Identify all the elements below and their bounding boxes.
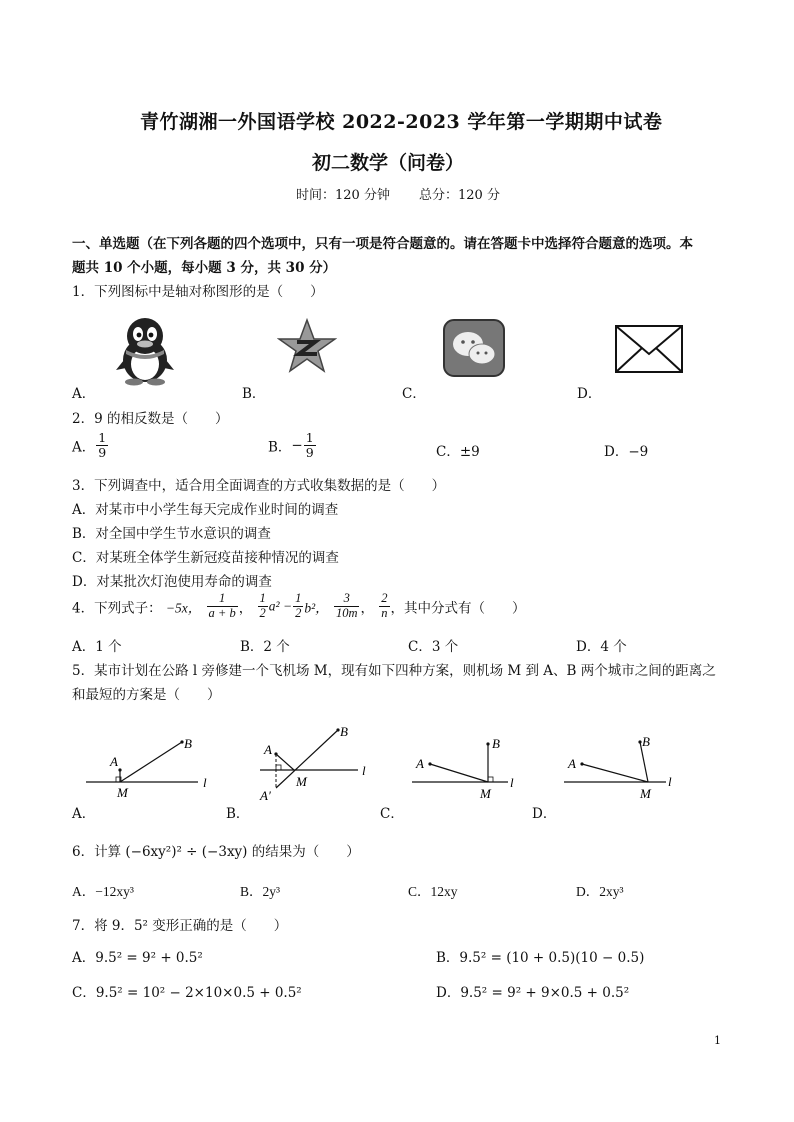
q5d-label-M: M xyxy=(640,786,651,801)
q3-option-b[interactable]: B．对全国中学生节水意识的调查 xyxy=(72,526,271,542)
q4-option-b[interactable]: B．2 个 xyxy=(240,639,290,655)
q2-b-den: 9 xyxy=(305,444,314,460)
q2-option-b[interactable] xyxy=(268,431,317,460)
q4-expr-3b xyxy=(293,592,303,621)
q7-stem: 7．将 9．5² 变形正确的是（ ） xyxy=(72,918,288,934)
q3-stem: 3．下列调查中，适合用全面调查的方式收集数据的是（ ） xyxy=(72,478,446,494)
q4-expr-4-den: 10m xyxy=(335,605,358,620)
q2-a-den: 9 xyxy=(98,444,107,460)
q2-a-label: A． xyxy=(72,439,96,456)
q2-a-num: 1 xyxy=(98,430,107,445)
exam-title: 青竹湖湘一外国语学校 2022-2023 学年第一学期期中试卷 xyxy=(140,111,663,133)
q3-option-a[interactable]: A．对某市中小学生每天完成作业时间的调查 xyxy=(72,502,339,518)
q2-option-c[interactable]: C．±9 xyxy=(436,444,480,460)
q4-stem: 4．下列式子： −5x， $\frac{1}{a + b}$ ， $\frac{1}{2}$ a² − $\frac{1}{2}$ b²， $\frac{3}{10m}$ ， $\frac{2}{n}$ ，其中分式有（ ） xyxy=(72,591,526,620)
exam-score: 总分：120 分 xyxy=(419,188,500,203)
q2-b-label: B． xyxy=(268,439,292,456)
q5a-label-l: l xyxy=(203,775,207,790)
penguin-icon xyxy=(112,316,178,386)
q5b-label-A: A xyxy=(264,742,272,757)
q2-a-fraction xyxy=(96,431,108,460)
q5a-label-M: M xyxy=(117,785,128,800)
q1-option-a[interactable]: A． xyxy=(72,386,96,402)
q5-stem-line2: 和最短的方案是（ ） xyxy=(72,687,221,703)
q4-expr-2-den: a + b xyxy=(208,605,236,620)
q5-option-a[interactable]: A． xyxy=(72,806,96,822)
q4-expr-5-num: 2 xyxy=(381,591,388,605)
q5d-label-l: l xyxy=(668,774,672,789)
section-heading-line2: 题共 10 个小题，每小题 3 分，共 30 分） xyxy=(72,260,337,276)
q5-option-c[interactable]: C． xyxy=(380,806,404,822)
wechat-icon xyxy=(442,318,506,378)
q5c-label-l: l xyxy=(510,775,514,790)
section-heading-line1: 一、单选题（在下列各题的四个选项中，只有一项是符合题意的。请在答题卡中选择符合题意的选项。本 xyxy=(72,236,693,252)
q6-option-a[interactable]: A．−12xy³ xyxy=(72,884,134,899)
q5-diagram-d xyxy=(562,730,682,804)
q1-stem: 1．下列图标中是轴对称图形的是（ ） xyxy=(72,284,324,300)
q2-option-d[interactable]: D．−9 xyxy=(604,444,649,460)
q5-diagram-a xyxy=(86,730,226,806)
q4-expr-3a-num: 1 xyxy=(259,591,266,605)
q5d-label-A: A xyxy=(568,756,576,771)
q5b-label-M: M xyxy=(296,774,307,789)
q4-expr-3-end: b²， xyxy=(304,600,329,616)
q4-option-c[interactable]: C．3 个 xyxy=(408,639,459,655)
q4-expr-3b-den: 2 xyxy=(295,605,302,620)
star-logo-icon xyxy=(277,318,337,374)
q6-option-b[interactable]: B．2y³ xyxy=(240,884,281,899)
q5-option-d[interactable]: D． xyxy=(532,806,557,822)
q5c-label-B: B xyxy=(492,736,500,751)
page-number: 1 xyxy=(714,1034,721,1047)
q6-option-d[interactable]: D．2xy³ xyxy=(576,884,624,899)
q5-diagram-b xyxy=(254,722,379,804)
q5-diagram-c xyxy=(410,734,530,804)
q5a-label-A: A xyxy=(110,754,118,769)
q5b-label-l: l xyxy=(362,763,366,778)
exam-subtitle: 初二数学（问卷） xyxy=(312,152,465,174)
q3-option-c[interactable]: C．对某班全体学生新冠疫苗接种情况的调查 xyxy=(72,550,339,566)
q4-expr-3a-den: 2 xyxy=(259,605,266,620)
q4-option-d[interactable]: D．4 个 xyxy=(576,639,627,655)
q5-stem-line1: 5．某市计划在公路 l 旁修建一个飞机场 M，现有如下四种方案，则机场 M 到 A、B 两个城市之间的距离之 xyxy=(72,663,716,679)
q4-expr-5-den: n xyxy=(381,605,388,620)
q4-expr-2 xyxy=(207,592,238,621)
q4-expr-2-num: 1 xyxy=(207,592,238,607)
q7-option-d[interactable]: D．9.5² = 9² + 9×0.5 + 0.5² xyxy=(436,985,630,1001)
q5-option-b[interactable]: B． xyxy=(226,806,250,822)
q7-option-c[interactable]: C．9.5² = 10² − 2×10×0.5 + 0.5² xyxy=(72,985,302,1001)
q5d-label-B: B xyxy=(642,734,650,749)
q2-option-a[interactable] xyxy=(72,431,109,460)
q3-option-d[interactable]: D．对某批次灯泡使用寿命的调查 xyxy=(72,574,272,590)
q2-b-num: 1 xyxy=(305,430,314,445)
q5c-label-M: M xyxy=(480,786,491,801)
q4-expr-3-mid: a² − xyxy=(268,598,293,614)
q4-expr-4-num: 3 xyxy=(334,592,360,607)
q4-expr-1: −5x， xyxy=(165,600,202,616)
exam-time: 时间：120 分钟 xyxy=(296,188,390,203)
q5b-label-Aprime: A′ xyxy=(260,788,271,803)
q2-stem: 2．9 的相反数是（ ） xyxy=(72,411,229,427)
q7-option-a[interactable]: A．9.5² = 9² + 0.5² xyxy=(72,950,203,966)
q2-b-sign: − xyxy=(291,437,303,454)
q4-expr-5 xyxy=(379,592,389,621)
q5b-label-B: B xyxy=(340,724,348,739)
q5a-label-B: B xyxy=(184,736,192,751)
q7-option-b[interactable]: B．9.5² = (10 + 0.5)(10 − 0.5) xyxy=(436,950,645,966)
q6-option-c[interactable]: C．12xy xyxy=(408,884,458,899)
q4-expr-4 xyxy=(334,592,360,621)
q2-b-fraction xyxy=(304,431,316,460)
q5c-label-A: A xyxy=(416,756,424,771)
q1-option-d[interactable]: D． xyxy=(577,386,602,402)
q1-option-c[interactable]: C． xyxy=(402,386,426,402)
q1-option-b[interactable]: B． xyxy=(242,386,266,402)
q4-expr-3b-num: 1 xyxy=(295,591,302,605)
q4-stem-post: ，其中分式有（ ） xyxy=(390,600,526,617)
envelope-icon xyxy=(614,324,684,374)
q4-expr-3a xyxy=(258,592,268,621)
q6-stem: 6．计算 (−6xy²)² ÷ (−3xy) 的结果为（ ） xyxy=(72,844,360,860)
q4-stem-pre: 4．下列式子： xyxy=(72,600,162,617)
q4-option-a[interactable]: A．1 个 xyxy=(72,639,122,655)
